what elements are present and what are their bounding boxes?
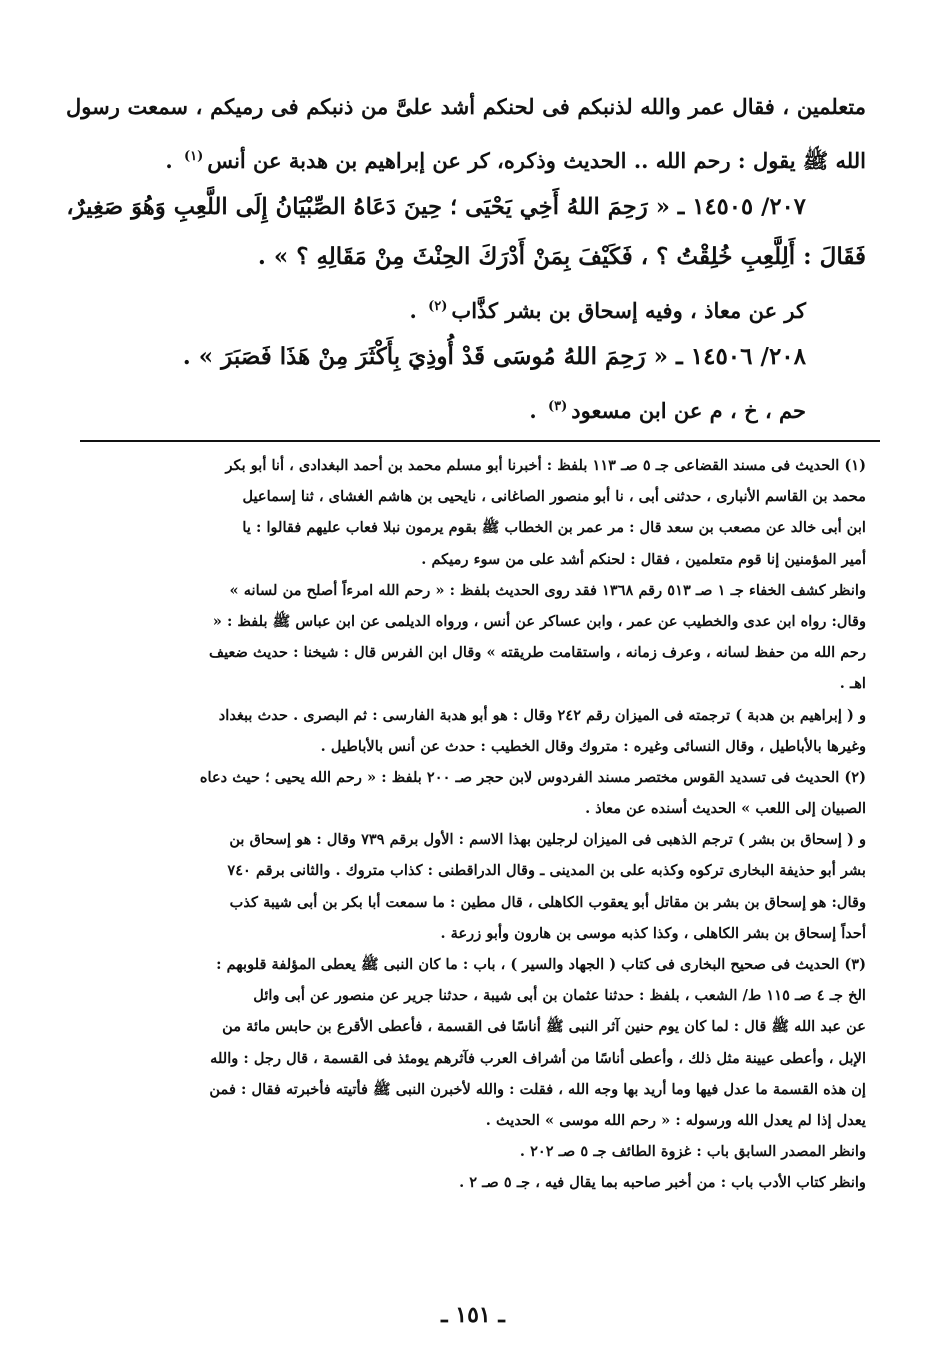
footnote-line: عن عبد الله ﷺ قال : لما كان يوم حنين آثر النبى ﷺ أناسًا فى القسمة ، فأعطى الأقرع بن حابس مائة من (222, 1018, 866, 1036)
text: حم ، خ ، م عن ابن مسعود (571, 398, 806, 423)
footnote-ref-1: (١) (184, 149, 204, 164)
footnote-line: أحداً إسحاق بن بشر الكاهلى ، وكذا كذبه موسى بن هارون وأبو زرعة . (440, 924, 866, 942)
footnote-line: و ( إبراهيم بن هدبة ) ترجمته فى الميزان رقم ٢٤٢ وقال : هو أبو هدبة الفارسى : ثم البصرى . حدث ببغداد (218, 706, 866, 724)
main-text (66, 82, 866, 432)
footnote-line: يعدل إذا لم يعدل الله ورسوله : « رحم الله موسى » الحديث . (485, 1111, 866, 1129)
text: ٢٠٧/ ١٤٥٠٥ ـ « رَحِمَ اللهُ أَخِي يَحْيَى ؛ حِينَ دَعَاهُ الصِّبْيَانُ إِلَى اللَّعِبِ وَهُوَ صَغِيرٌ، (66, 194, 806, 220)
hadith-207-line-2 (66, 232, 866, 282)
footnote-line: أمير المؤمنين إنا قوم متعلمين ، فقال : لحنكم أشد على من سوء رميكم . (421, 550, 866, 568)
period: . (409, 298, 417, 323)
footnote-line: اهـ . (839, 675, 866, 693)
footnote-line: وانظر كشف الخفاء جـ ١ صـ ٥١٣ رقم ١٣٦٨ فقد روى الحديث بلفظ : « رحم الله امرءاً أصلح من لسانه » (229, 581, 866, 599)
footnote-line: وانظر المصدر السابق باب : غزوة الطائف جـ ٥ صـ ٢٠٢ . (519, 1143, 866, 1161)
text: فَقَالَ : أَلِلَّعِبِ خُلِقْتُ ؟ ، فَكَيْفَ بِمَنْ أَدْرَكَ الحِنْثَ مِنْ مَقَالِهِ ؟ » . (257, 243, 866, 270)
period: . (165, 148, 173, 173)
footnote-line: الإبل ، وأعطى عيينة مثل ذلك ، وأعطى أناسًا من أشراف العرب فآثرهم يومئذ فى القسمة ، قال رجل : والله (210, 1049, 866, 1067)
footnote-line: محمد بن القاسم الأنبارى ، حدثنى أبى ، نا أبو منصور الصاغانى ، نايحيى بن هاشم الغشاى ، ثنا إسماعيل (242, 488, 866, 506)
footnote-line: الصبيان إلى اللعب » الحديث أسنده عن معاذ . (585, 800, 866, 818)
footnote-line: ابن أبى خالد عن مصعب بن سعد قال : مر عمر بن الخطاب ﷺ بقوم يرمون نبلا فعاب عليهم فقالوا : يا (242, 519, 866, 537)
main-line-1 (66, 82, 866, 132)
footnote-line: بشر أبو حذيفة البخارى تركوه وكذبه على بن المدينى ـ وقال الدراقطنى : كذاب متروك . والثانى برقم ٧٤٠ (227, 862, 866, 880)
page-number: ـ ١٥١ ـ (441, 1302, 505, 1328)
footnote-ref-2: (٢) (428, 299, 448, 314)
hadith-207-line-1 (66, 182, 866, 232)
text: ٢٠٨/ ١٤٥٠٦ ـ « رَحِمَ اللهُ مُوسَى قَدْ أُوذِيَ بِأَكْثَرَ مِنْ هَذَا فَصَبَرَ » . (182, 343, 806, 370)
footnote-line: وقال: رواه ابن عدى والخطيب عن عمر ، وابن عساكر عن أنس ، ورواه الديلمى عن ابن عباس ﷺ بلفظ : « (212, 612, 866, 630)
footnote-line: إن هذه القسمة ما عدل فيها وما أريد بها وجه الله ، فقلت : والله لأخبرن النبى ﷺ فأتيته فأخبرته فقال : فمن (209, 1080, 866, 1098)
text: كر عن معاذ ، وفيه إسحاق بن بشر كذَّاب (451, 298, 806, 323)
text: الله ﷺ يقول : رحم الله .. الحديث وذكره، كر عن إبراهيم بن هدبة عن أنس (207, 148, 866, 173)
period: . (529, 398, 537, 423)
hadith-208-line-1 (66, 332, 866, 382)
footnote-line: (٢) الحديث فى تسديد القوس مختصر مسند الفردوس لابن حجر صـ ٢٠٠ بلفظ : « رحم الله يحيى ؛ حيث دعاه (199, 768, 866, 786)
footnote-line: وغيرها بالأباطيل ، وقال النسائى وغيره : متروك وقال الخطيب : حدث عن أنس بالأباطيل . (320, 737, 866, 755)
footnote-line: رحم الله من حفظ لسانه ، وعرف زمانه ، واستقامت طريقته » وقال ابن الفرس قال : شيخنا : حديث ضعيف (208, 644, 866, 662)
footnote-line: وانظر كتاب الأدب باب : من أخبر صاحبه بما يقال فيه ، جـ ٥ صـ ٢ . (459, 1174, 866, 1192)
footnote-line: و ( إسحاق بن بشر ) ترجم الذهبى فى الميزان لرجلين بهذا الاسم : الأول برقم ٧٣٩ وقال : هو إسحاق بن (229, 831, 866, 849)
footnote-ref-3: (٣) (547, 399, 568, 414)
footnote-line: (٣) الحديث فى صحيح البخارى فى كتاب ( الجهاد والسير ) ، باب : ما كان النبى ﷺ يعطى المؤلفة قلوبهم : (216, 956, 866, 973)
footnote-line: (١) الحديث فى مسند القضاعى جـ ٥ صـ ١١٣ بلفظ : أخبرنا أبو مسلم محمد بن أحمد البغدادى ، أنا أبو بكر (225, 457, 866, 474)
footnote-divider (80, 440, 880, 442)
hadith-207-source (66, 282, 866, 332)
text: متعلمين ، فقال عمر والله لذنبكم فى لحنكم أشد علىَّ من ذنبكم فى رميكم ، سمعت رسول (66, 94, 866, 119)
main-line-2 (66, 132, 866, 182)
hadith-208-source (66, 382, 866, 432)
footnotes (66, 450, 866, 1199)
footnote-line: وقال: هو إسحاق بن بشر بن مقاتل أبو يعقوب الكاهلى ، قال مطين : ما سمعت أبا بكر بن أبى شيبة كذب (229, 893, 866, 911)
footnote-line: الخ جـ ٤ صـ ١١٥ ط/ الشعب ، بلفظ : حدثنا عثمان بن أبى شيبة ، حدثنا جرير عن منصور عن أبى وائل (253, 987, 866, 1005)
